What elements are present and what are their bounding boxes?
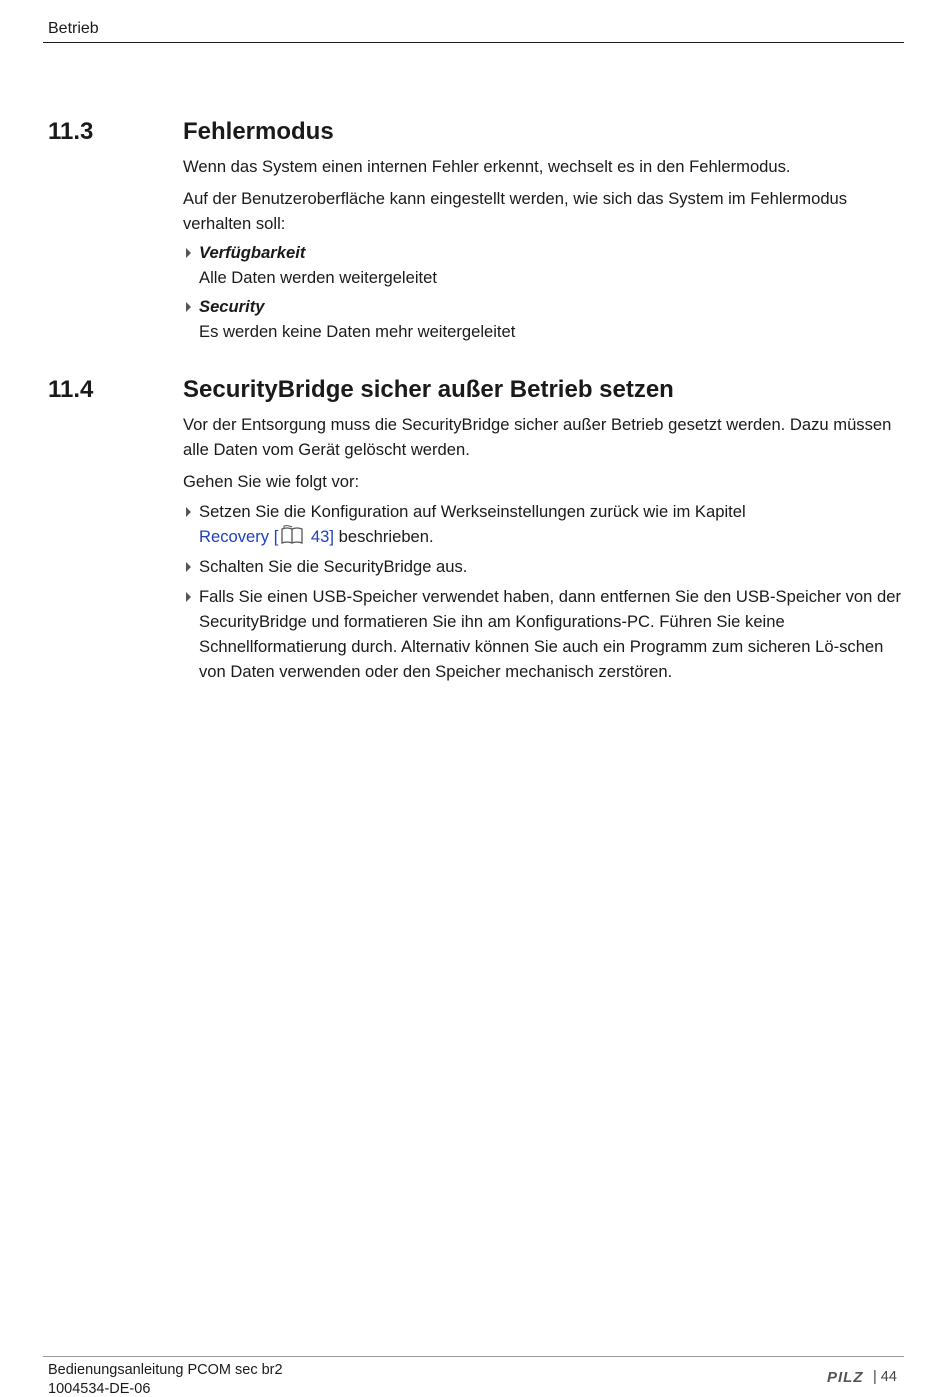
triangle-right-icon (186, 507, 191, 517)
page-number: | 44 (873, 1369, 897, 1385)
section-number: 11.3 (48, 118, 94, 145)
step-text: Schalten Sie die SecurityBridge aus. (199, 557, 468, 576)
step-suffix: beschrieben. (334, 527, 434, 546)
section-title: Fehlermodus (183, 118, 334, 145)
triangle-right-icon (186, 592, 191, 602)
list-item-term: Security (199, 297, 265, 316)
triangle-right-icon (186, 562, 191, 572)
page-header (43, 18, 904, 43)
triangle-right-icon (186, 302, 191, 312)
document-number: 1004534-DE-06 (48, 1381, 151, 1397)
recovery-link[interactable]: Recovery [ 43] (199, 527, 334, 546)
document-title: Bedienungsanleitung PCOM sec br2 (48, 1362, 283, 1378)
section-number: 11.4 (48, 376, 94, 403)
list-item-description: Es werden keine Daten mehr weitergeleitet (199, 322, 516, 341)
paragraph: Vor der Entsorgung muss die SecurityBridge sicher außer Betrieb gesetzt werden. Dazu müssen alle Daten vom Gerät gelöscht werden. (183, 415, 892, 459)
paragraph: Gehen Sie wie folgt vor: (183, 472, 360, 491)
running-title: Betrieb (48, 20, 99, 37)
step-text: Falls Sie einen USB-Speicher verwendet haben, dann entfernen Sie den USB-Speicher von der SecurityBridge und formatieren Sie ihn am Konfigurations-PC. Führen Sie keine Schnellformatierung durch. Alternativ können Sie auch ein Programm zum sicheren Lö-schen von Daten verwenden oder den Speicher mechanisch zerstören. (199, 587, 901, 681)
triangle-right-icon (186, 248, 191, 258)
book-icon (280, 525, 304, 545)
list-item-term: Verfügbarkeit (199, 243, 306, 262)
paragraph: Auf der Benutzeroberfläche kann eingestellt werden, wie sich das System im Fehlermodus verhalten soll: (183, 189, 848, 233)
section-title: SecurityBridge sicher außer Betrieb setzen (183, 376, 674, 403)
pilz-logo: PILZ (827, 1369, 864, 1386)
paragraph: Wenn das System einen internen Fehler erkennt, wechselt es in den Fehlermodus. (183, 157, 791, 176)
step-text: Setzen Sie die Konfiguration auf Werkseinstellungen zurück wie im Kapitel (199, 502, 746, 521)
list-item-description: Alle Daten werden weitergeleitet (199, 268, 437, 287)
page-footer (43, 1356, 904, 1397)
